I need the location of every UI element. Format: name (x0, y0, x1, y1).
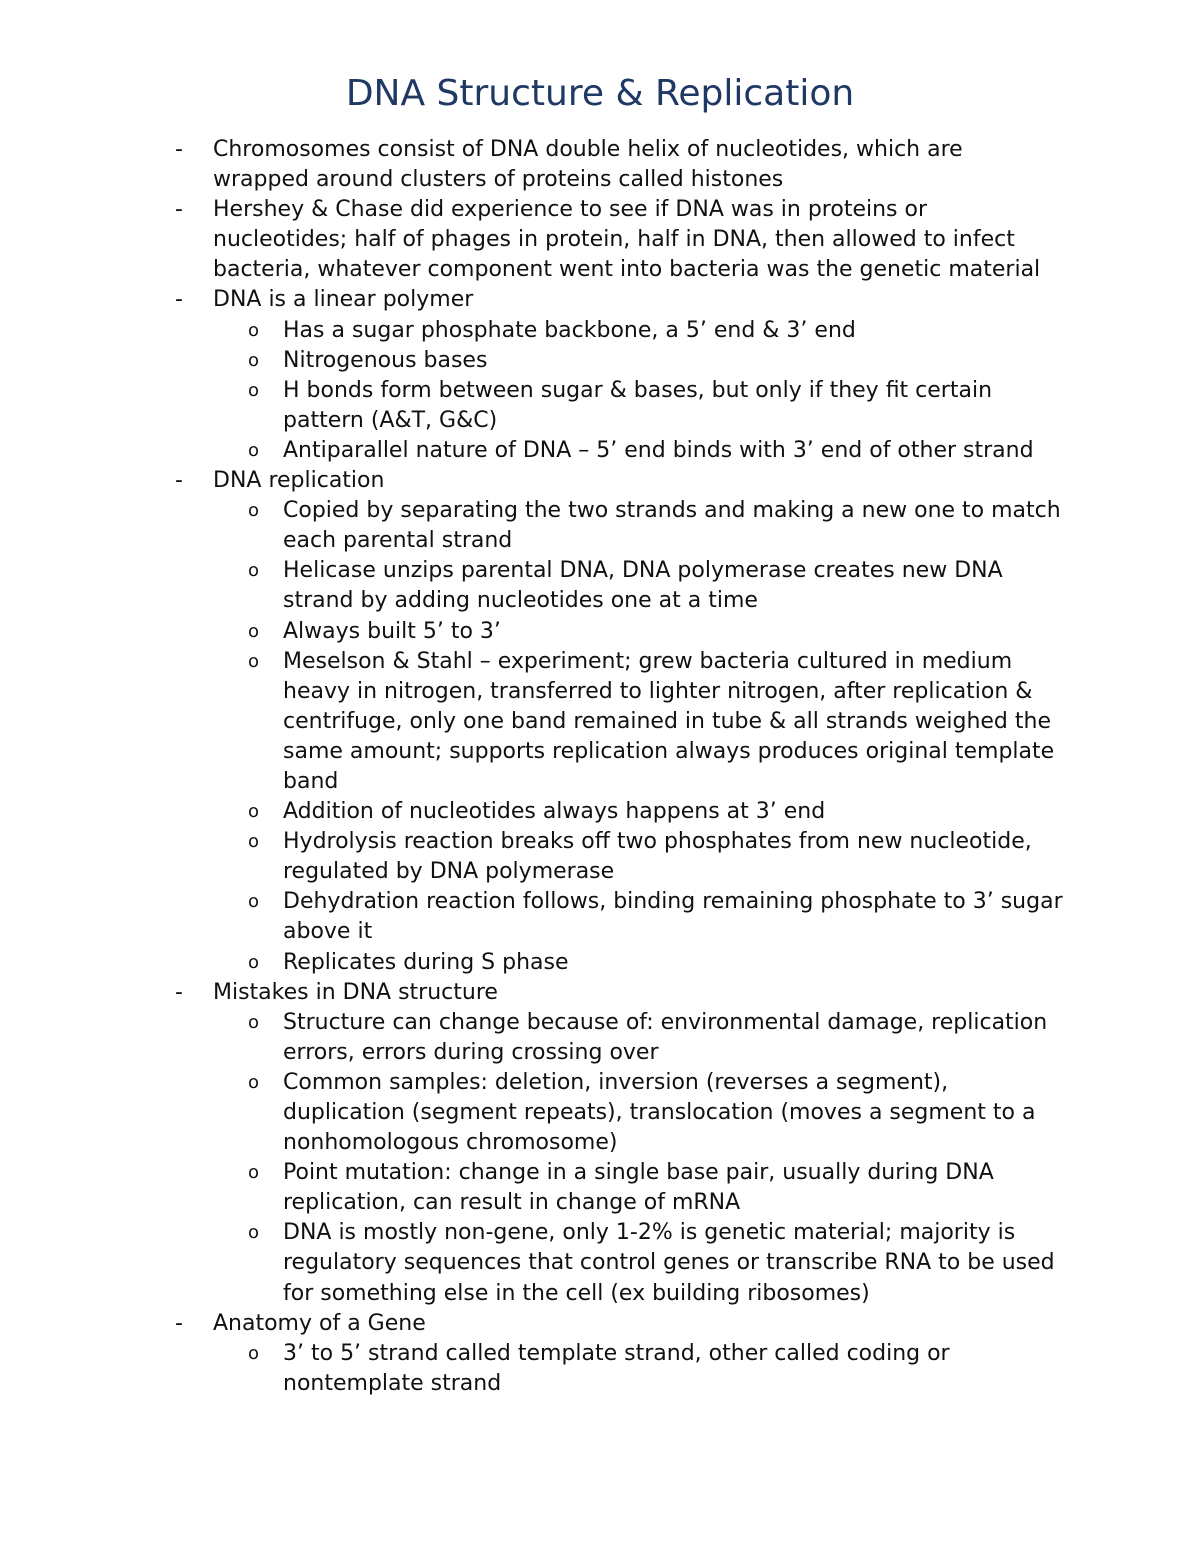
circle-bullet: o (248, 560, 260, 582)
list-item-text: Chromosomes consist of DNA double helix of nucleotides, which are wrapped around clusters of proteins called histones (213, 137, 963, 193)
sub-list-item (0, 316, 1073, 346)
sub-list-item (0, 346, 1073, 376)
sub-list-item (0, 436, 1073, 466)
sub-list-item-text: Copied by separating the two strands and making a new one to match each parental strand (283, 498, 1061, 554)
sub-list-item-text: DNA is mostly non-gene, only 1-2% is genetic material; majority is regulatory sequences that control genes or transcribe RNA to be used for something else in the cell (ex building ribosomes) (283, 1220, 1055, 1306)
list-item (0, 466, 1063, 978)
dash-bullet: - (175, 468, 183, 494)
sub-list-item-text: H bonds form between sugar & bases, but only if they fit certain pattern (A&T, G&C) (283, 377, 993, 433)
list-item-text: Mistakes in DNA structure (213, 979, 498, 1005)
circle-bullet: o (248, 1342, 260, 1364)
circle-bullet: o (248, 439, 260, 461)
circle-bullet: o (248, 831, 260, 853)
dash-bullet: - (175, 137, 183, 162)
sub-list-item (0, 617, 1073, 647)
sub-list-item (0, 1158, 1073, 1218)
notes-body (0, 135, 1200, 1399)
sub-list (0, 1339, 1063, 1399)
sub-list-item (0, 827, 1073, 887)
list-item (0, 135, 1063, 195)
circle-bullet: o (248, 379, 260, 401)
sub-list-item-text: Structure can change because of: environmental damage, replication errors, errors during crossing over (283, 1009, 1048, 1065)
sub-list-item (0, 1339, 1073, 1399)
circle-bullet: o (248, 1162, 260, 1184)
sub-list-item-text: Always built 5’ to 3’ (283, 618, 501, 644)
sub-list-item-text: Meselson & Stahl – experiment; grew bacteria cultured in medium heavy in nitrogen, transferred to lighter nitrogen, after replication & centrifuge, only one band remained in tube & all strands weighed the same amount; supports replication always produces original template band (283, 648, 1055, 794)
circle-bullet: o (248, 1071, 260, 1093)
list-item (0, 195, 1063, 285)
sub-list-item-text: Hydrolysis reaction breaks off two phosphates from new nucleotide, regulated by DNA polymerase (283, 829, 1032, 885)
dash-bullet: - (175, 197, 183, 223)
list-item-text: DNA is a linear polymer (213, 287, 474, 313)
circle-bullet: o (248, 951, 260, 973)
dash-bullet: - (175, 1310, 183, 1336)
sub-list-item (0, 1008, 1073, 1068)
sub-list-item (0, 556, 1073, 616)
circle-bullet: o (248, 650, 260, 672)
sub-list (0, 316, 1063, 466)
circle-bullet: o (248, 500, 260, 522)
dash-bullet: - (175, 287, 183, 313)
circle-bullet: o (248, 891, 260, 913)
sub-list-item (0, 797, 1073, 827)
sub-list-item (0, 948, 1073, 978)
sub-list-item-text: Dehydration reaction follows, binding remaining phosphate to 3’ sugar above it (283, 889, 1063, 945)
sub-list-item (0, 496, 1073, 556)
sub-list (0, 1008, 1063, 1309)
sub-list-item (0, 376, 1073, 436)
sub-list-item-text: Helicase unzips parental DNA, DNA polymerase creates new DNA strand by adding nucleotides one at a time (283, 558, 1003, 614)
page-title: DNA Structure & Replication (345, 73, 855, 114)
sub-list-item-text: Addition of nucleotides always happens at 3’ end (283, 799, 826, 825)
list-item-text: Anatomy of a Gene (213, 1310, 426, 1336)
bullet-list (0, 135, 1200, 1399)
sub-list-item (0, 887, 1073, 947)
sub-list-item (0, 647, 1073, 797)
list-item (0, 285, 1063, 466)
list-item (0, 978, 1063, 1309)
circle-bullet: o (248, 1222, 260, 1244)
circle-bullet: o (248, 1011, 260, 1033)
sub-list-item-text: Point mutation: change in a single base pair, usually during DNA replication, can result in change of mRNA (283, 1160, 994, 1216)
sub-list-item-text: 3’ to 5’ strand called template strand, other called coding or nontemplate strand (283, 1340, 950, 1396)
circle-bullet: o (248, 319, 260, 341)
dash-bullet: - (175, 979, 183, 1005)
list-item (0, 1309, 1063, 1399)
sub-list-item-text: Antiparallel nature of DNA – 5’ end binds with 3’ end of other strand (283, 437, 1034, 463)
sub-list (0, 496, 1063, 978)
sub-list-item-text: Replicates during S phase (283, 949, 569, 975)
sub-list-item-text: Common samples: deletion, inversion (reverses a segment), duplication (segment repeats), translocation (moves a segment to a nonhomologous chromosome) (283, 1069, 1036, 1156)
circle-bullet: o (248, 349, 260, 371)
sub-list-item-text: Nitrogenous bases (283, 347, 488, 373)
circle-bullet: o (248, 620, 260, 642)
sub-list-item (0, 1218, 1073, 1308)
list-item-text: Hershey & Chase did experience to see if DNA was in proteins or nucleotides; half of phages in protein, half in DNA, then allowed to infect bacteria, whatever component went into bacteria was the genetic material (213, 197, 1041, 283)
circle-bullet: o (248, 801, 260, 823)
list-item-text: DNA replication (213, 468, 385, 494)
sub-list-item-text: Has a sugar phosphate backbone, a 5’ end & 3’ end (283, 317, 856, 343)
sub-list-item (0, 1068, 1073, 1158)
